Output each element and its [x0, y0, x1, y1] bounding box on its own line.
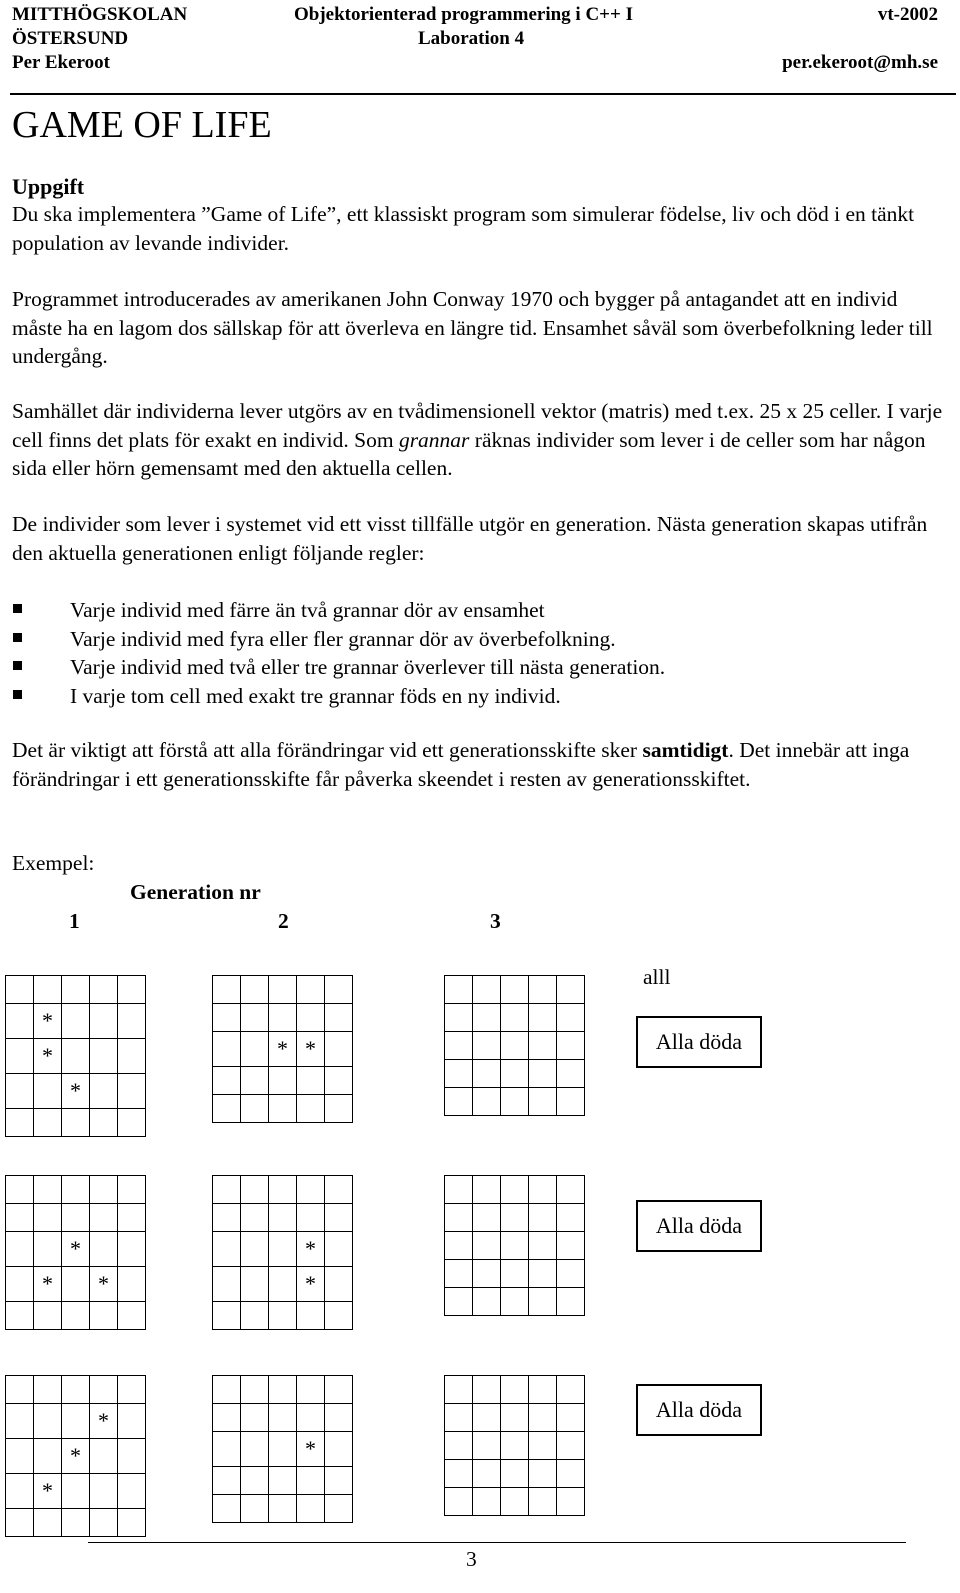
empty-cell	[557, 1460, 585, 1488]
empty-cell	[241, 1495, 269, 1523]
term: vt-2002	[877, 4, 938, 25]
empty-cell	[118, 1439, 146, 1474]
empty-cell	[269, 1176, 297, 1204]
empty-cell	[62, 1039, 90, 1074]
empty-cell	[269, 1376, 297, 1404]
empty-cell	[213, 1032, 241, 1067]
empty-cell	[297, 1495, 325, 1523]
empty-cell	[557, 1232, 585, 1260]
empty-cell	[445, 1004, 473, 1032]
empty-cell	[557, 1032, 585, 1060]
empty-cell	[557, 1404, 585, 1432]
empty-cell	[90, 1074, 118, 1109]
empty-cell	[473, 1488, 501, 1516]
empty-cell	[6, 1204, 34, 1232]
empty-cell	[557, 1004, 585, 1032]
square-bullet-icon	[13, 633, 22, 642]
simultaneity-strong: samtidigt	[642, 738, 729, 762]
section-heading: Uppgift	[12, 174, 85, 199]
empty-cell	[325, 1176, 353, 1204]
empty-cell	[445, 1060, 473, 1088]
empty-cell	[213, 1095, 241, 1123]
empty-cell	[118, 1302, 146, 1330]
empty-cell	[501, 1488, 529, 1516]
live-cell: *	[34, 1039, 62, 1074]
empty-cell	[325, 1432, 353, 1467]
rule-item	[12, 625, 665, 654]
rule-item	[12, 682, 665, 711]
life-grid	[5, 1375, 146, 1537]
empty-cell	[241, 1404, 269, 1432]
empty-cell	[529, 1060, 557, 1088]
empty-cell	[90, 1176, 118, 1204]
empty-cell	[297, 1302, 325, 1330]
empty-cell	[6, 1404, 34, 1439]
empty-cell	[118, 1074, 146, 1109]
empty-cell	[6, 1474, 34, 1509]
empty-cell	[325, 1404, 353, 1432]
empty-cell	[213, 1004, 241, 1032]
empty-cell	[6, 1109, 34, 1137]
empty-cell	[62, 1302, 90, 1330]
empty-cell	[118, 1509, 146, 1537]
simultaneity-paragraph	[12, 736, 952, 793]
empty-cell	[473, 976, 501, 1004]
empty-cell	[34, 1109, 62, 1137]
empty-cell	[473, 1088, 501, 1116]
result-box: Alla döda	[636, 1200, 762, 1252]
empty-cell	[557, 1488, 585, 1516]
empty-cell	[529, 1204, 557, 1232]
empty-cell	[529, 1376, 557, 1404]
empty-cell	[473, 1204, 501, 1232]
empty-cell	[529, 1288, 557, 1316]
empty-cell	[241, 1232, 269, 1267]
empty-cell	[529, 1488, 557, 1516]
empty-cell	[529, 1004, 557, 1032]
empty-cell	[213, 1404, 241, 1432]
grid-paragraph	[12, 397, 952, 483]
empty-cell	[325, 1232, 353, 1267]
empty-cell	[34, 1509, 62, 1537]
empty-cell	[6, 1074, 34, 1109]
intro-paragraph: Du ska implementera ”Game of Life”, ett klassiskt program som simulerar födelse, liv och död i en tänkt population av levande individer.	[12, 202, 915, 255]
empty-cell	[269, 1004, 297, 1032]
empty-cell	[325, 1495, 353, 1523]
square-bullet-icon	[13, 690, 22, 699]
empty-cell	[34, 1176, 62, 1204]
empty-cell	[473, 1004, 501, 1032]
empty-cell	[445, 1204, 473, 1232]
example-note: alll	[643, 965, 671, 989]
page-title: GAME OF LIFE	[12, 104, 272, 146]
empty-cell	[297, 1204, 325, 1232]
empty-cell	[297, 1067, 325, 1095]
empty-cell	[62, 1109, 90, 1137]
empty-cell	[557, 1432, 585, 1460]
empty-cell	[118, 1474, 146, 1509]
live-cell: *	[297, 1267, 325, 1302]
empty-cell	[501, 1032, 529, 1060]
empty-cell	[269, 1404, 297, 1432]
grid-paragraph-text-a: Samhället där individerna lever utgörs av en tvådimensionell vektor (matris) med t.ex. 25 x 25 celler. I varje cell finns det plats för exakt en individ. Som	[12, 399, 943, 452]
empty-cell	[34, 1439, 62, 1474]
empty-cell	[445, 1232, 473, 1260]
empty-cell	[269, 1232, 297, 1267]
empty-cell	[473, 1060, 501, 1088]
simultaneity-text-b: . Det innebär att inga förändringar i ett generationsskifte får påverka skeendet i resten av generationsskiftet.	[12, 738, 910, 791]
empty-cell	[473, 1376, 501, 1404]
empty-cell	[241, 1467, 269, 1495]
empty-cell	[325, 1032, 353, 1067]
empty-cell	[241, 1176, 269, 1204]
generation-paragraph: De individer som lever i systemet vid ett visst tillfälle utgör en generation. Nästa generation skapas utifrån den aktuella generationen enligt följande regler:	[12, 512, 928, 565]
empty-cell	[62, 1004, 90, 1039]
empty-cell	[473, 1288, 501, 1316]
rule-item	[12, 653, 665, 682]
live-cell: *	[62, 1232, 90, 1267]
empty-cell	[241, 1376, 269, 1404]
empty-cell	[269, 1432, 297, 1467]
empty-cell	[269, 1067, 297, 1095]
live-cell: *	[62, 1439, 90, 1474]
history-paragraph: Programmet introducerades av amerikanen John Conway 1970 och bygger på antagandet att en individ måste ha en lagom dos sällskap för att överleva en längre tid. Ensamhet såväl som överbefolkning leder till undergång.	[12, 287, 933, 368]
empty-cell	[241, 1267, 269, 1302]
empty-cell	[473, 1176, 501, 1204]
empty-cell	[6, 976, 34, 1004]
empty-cell	[325, 1376, 353, 1404]
empty-cell	[325, 1467, 353, 1495]
empty-cell	[269, 976, 297, 1004]
result-box: Alla döda	[636, 1384, 762, 1436]
empty-cell	[325, 1267, 353, 1302]
rules-list	[12, 596, 665, 710]
empty-cell	[269, 1302, 297, 1330]
empty-cell	[325, 1095, 353, 1123]
life-grid	[444, 1175, 585, 1316]
empty-cell	[6, 1439, 34, 1474]
empty-cell	[445, 1176, 473, 1204]
live-cell: *	[90, 1267, 118, 1302]
empty-cell	[529, 1032, 557, 1060]
square-bullet-icon	[13, 661, 22, 670]
live-cell: *	[297, 1232, 325, 1267]
empty-cell	[118, 1404, 146, 1439]
empty-cell	[529, 1432, 557, 1460]
empty-cell	[90, 1439, 118, 1474]
empty-cell	[118, 1109, 146, 1137]
empty-cell	[445, 1488, 473, 1516]
simultaneity-text-a: Det är viktigt att förstå att alla förändringar vid ett generationsskifte sker	[12, 738, 643, 762]
empty-cell	[501, 1432, 529, 1460]
empty-cell	[62, 1267, 90, 1302]
empty-cell	[90, 976, 118, 1004]
empty-cell	[213, 1267, 241, 1302]
empty-cell	[62, 1204, 90, 1232]
empty-cell	[90, 1109, 118, 1137]
empty-cell	[213, 1302, 241, 1330]
life-grid	[444, 975, 585, 1116]
empty-cell	[241, 1095, 269, 1123]
life-grid	[5, 1175, 146, 1330]
author-name: Per Ekeroot	[12, 52, 110, 73]
empty-cell	[90, 1039, 118, 1074]
live-cell: *	[34, 1267, 62, 1302]
live-cell: *	[297, 1032, 325, 1067]
empty-cell	[62, 976, 90, 1004]
grid-paragraph-text-b: räknas individer som lever i de celler som har någon sida eller hörn gemensamt med den aktuella cellen.	[12, 427, 926, 480]
empty-cell	[445, 1404, 473, 1432]
empty-cell	[269, 1095, 297, 1123]
empty-cell	[241, 976, 269, 1004]
page-number: 3	[466, 1547, 477, 1571]
header-rule	[10, 93, 956, 95]
empty-cell	[297, 1176, 325, 1204]
empty-cell	[445, 1376, 473, 1404]
live-cell: *	[297, 1432, 325, 1467]
empty-cell	[529, 1260, 557, 1288]
empty-cell	[501, 1176, 529, 1204]
empty-cell	[34, 1376, 62, 1404]
empty-cell	[118, 1004, 146, 1039]
empty-cell	[118, 1176, 146, 1204]
school-name: MITTHÖGSKOLAN	[12, 4, 188, 25]
empty-cell	[62, 1474, 90, 1509]
rule-text: I varje tom cell med exakt tre grannar föds en ny individ.	[70, 683, 561, 708]
empty-cell	[241, 1004, 269, 1032]
empty-cell	[557, 1176, 585, 1204]
empty-cell	[557, 1288, 585, 1316]
empty-cell	[529, 976, 557, 1004]
live-cell: *	[34, 1004, 62, 1039]
empty-cell	[297, 1376, 325, 1404]
empty-cell	[6, 1232, 34, 1267]
rule-item	[12, 596, 665, 625]
empty-cell	[34, 1302, 62, 1330]
square-bullet-icon	[13, 604, 22, 613]
empty-cell	[557, 1376, 585, 1404]
empty-cell	[62, 1404, 90, 1439]
result-box: Alla döda	[636, 1016, 762, 1068]
empty-cell	[557, 1060, 585, 1088]
empty-cell	[6, 1302, 34, 1330]
empty-cell	[445, 1460, 473, 1488]
empty-cell	[557, 1088, 585, 1116]
empty-cell	[269, 1267, 297, 1302]
empty-cell	[445, 976, 473, 1004]
empty-cell	[325, 976, 353, 1004]
generation-label: Generation nr	[130, 880, 261, 904]
empty-cell	[297, 976, 325, 1004]
empty-cell	[213, 1376, 241, 1404]
empty-cell	[118, 976, 146, 1004]
empty-cell	[297, 1095, 325, 1123]
empty-cell	[325, 1204, 353, 1232]
course-title: Objektorienterad programmering i C++ I	[294, 4, 633, 25]
empty-cell	[34, 1204, 62, 1232]
empty-cell	[241, 1067, 269, 1095]
empty-cell	[90, 1474, 118, 1509]
empty-cell	[213, 1467, 241, 1495]
empty-cell	[325, 1302, 353, 1330]
gen-number-3: 3	[490, 909, 501, 933]
empty-cell	[501, 1288, 529, 1316]
empty-cell	[62, 1509, 90, 1537]
school-city: ÖSTERSUND	[12, 28, 129, 49]
empty-cell	[34, 976, 62, 1004]
empty-cell	[557, 1260, 585, 1288]
empty-cell	[325, 1067, 353, 1095]
empty-cell	[213, 1067, 241, 1095]
empty-cell	[529, 1232, 557, 1260]
empty-cell	[118, 1267, 146, 1302]
life-grid	[444, 1375, 585, 1516]
rule-text: Varje individ med fyra eller fler grannar dör av överbefolkning.	[70, 626, 616, 651]
empty-cell	[445, 1260, 473, 1288]
empty-cell	[297, 1004, 325, 1032]
empty-cell	[62, 1176, 90, 1204]
empty-cell	[213, 976, 241, 1004]
empty-cell	[501, 1404, 529, 1432]
empty-cell	[62, 1376, 90, 1404]
empty-cell	[6, 1176, 34, 1204]
empty-cell	[473, 1260, 501, 1288]
empty-cell	[501, 1376, 529, 1404]
empty-cell	[6, 1509, 34, 1537]
empty-cell	[118, 1204, 146, 1232]
empty-cell	[501, 1060, 529, 1088]
empty-cell	[529, 1404, 557, 1432]
empty-cell	[90, 1509, 118, 1537]
live-cell: *	[62, 1074, 90, 1109]
empty-cell	[529, 1460, 557, 1488]
empty-cell	[34, 1232, 62, 1267]
gen-number-2: 2	[278, 909, 289, 933]
empty-cell	[6, 1376, 34, 1404]
empty-cell	[241, 1432, 269, 1467]
live-cell: *	[269, 1032, 297, 1067]
rule-text: Varje individ med två eller tre grannar överlever till nästa generation.	[70, 655, 666, 679]
live-cell: *	[34, 1474, 62, 1509]
empty-cell	[473, 1432, 501, 1460]
empty-cell	[6, 1267, 34, 1302]
empty-cell	[90, 1232, 118, 1267]
empty-cell	[90, 1376, 118, 1404]
empty-cell	[473, 1032, 501, 1060]
empty-cell	[213, 1204, 241, 1232]
life-grid	[212, 1375, 353, 1523]
empty-cell	[501, 1004, 529, 1032]
life-grid	[212, 975, 353, 1123]
example-label: Exempel:	[12, 851, 95, 875]
empty-cell	[473, 1232, 501, 1260]
empty-cell	[241, 1032, 269, 1067]
empty-cell	[557, 976, 585, 1004]
empty-cell	[34, 1074, 62, 1109]
empty-cell	[473, 1404, 501, 1432]
life-grid	[5, 975, 146, 1137]
empty-cell	[241, 1302, 269, 1330]
empty-cell	[445, 1088, 473, 1116]
gen-number-1: 1	[69, 909, 80, 933]
lab-title: Laboration 4	[418, 28, 525, 49]
empty-cell	[501, 976, 529, 1004]
email: per.ekeroot@mh.se	[782, 52, 938, 73]
empty-cell	[501, 1204, 529, 1232]
empty-cell	[529, 1088, 557, 1116]
empty-cell	[213, 1176, 241, 1204]
empty-cell	[297, 1467, 325, 1495]
empty-cell	[325, 1004, 353, 1032]
empty-cell	[90, 1204, 118, 1232]
empty-cell	[445, 1032, 473, 1060]
empty-cell	[501, 1260, 529, 1288]
live-cell: *	[90, 1404, 118, 1439]
empty-cell	[213, 1432, 241, 1467]
empty-cell	[269, 1495, 297, 1523]
empty-cell	[501, 1088, 529, 1116]
empty-cell	[213, 1495, 241, 1523]
footer-rule	[88, 1542, 906, 1543]
grid-paragraph-emphasis: grannar	[398, 427, 470, 452]
empty-cell	[269, 1204, 297, 1232]
empty-cell	[241, 1204, 269, 1232]
empty-cell	[445, 1432, 473, 1460]
empty-cell	[118, 1232, 146, 1267]
empty-cell	[529, 1176, 557, 1204]
empty-cell	[6, 1039, 34, 1074]
rule-text: Varje individ med färre än två grannar dör av ensamhet	[70, 598, 545, 622]
empty-cell	[445, 1288, 473, 1316]
empty-cell	[6, 1004, 34, 1039]
empty-cell	[501, 1460, 529, 1488]
empty-cell	[118, 1376, 146, 1404]
life-grid	[212, 1175, 353, 1330]
empty-cell	[473, 1460, 501, 1488]
empty-cell	[118, 1039, 146, 1074]
empty-cell	[501, 1232, 529, 1260]
empty-cell	[213, 1232, 241, 1267]
empty-cell	[557, 1204, 585, 1232]
empty-cell	[269, 1467, 297, 1495]
empty-cell	[90, 1302, 118, 1330]
empty-cell	[34, 1404, 62, 1439]
empty-cell	[90, 1004, 118, 1039]
empty-cell	[297, 1404, 325, 1432]
